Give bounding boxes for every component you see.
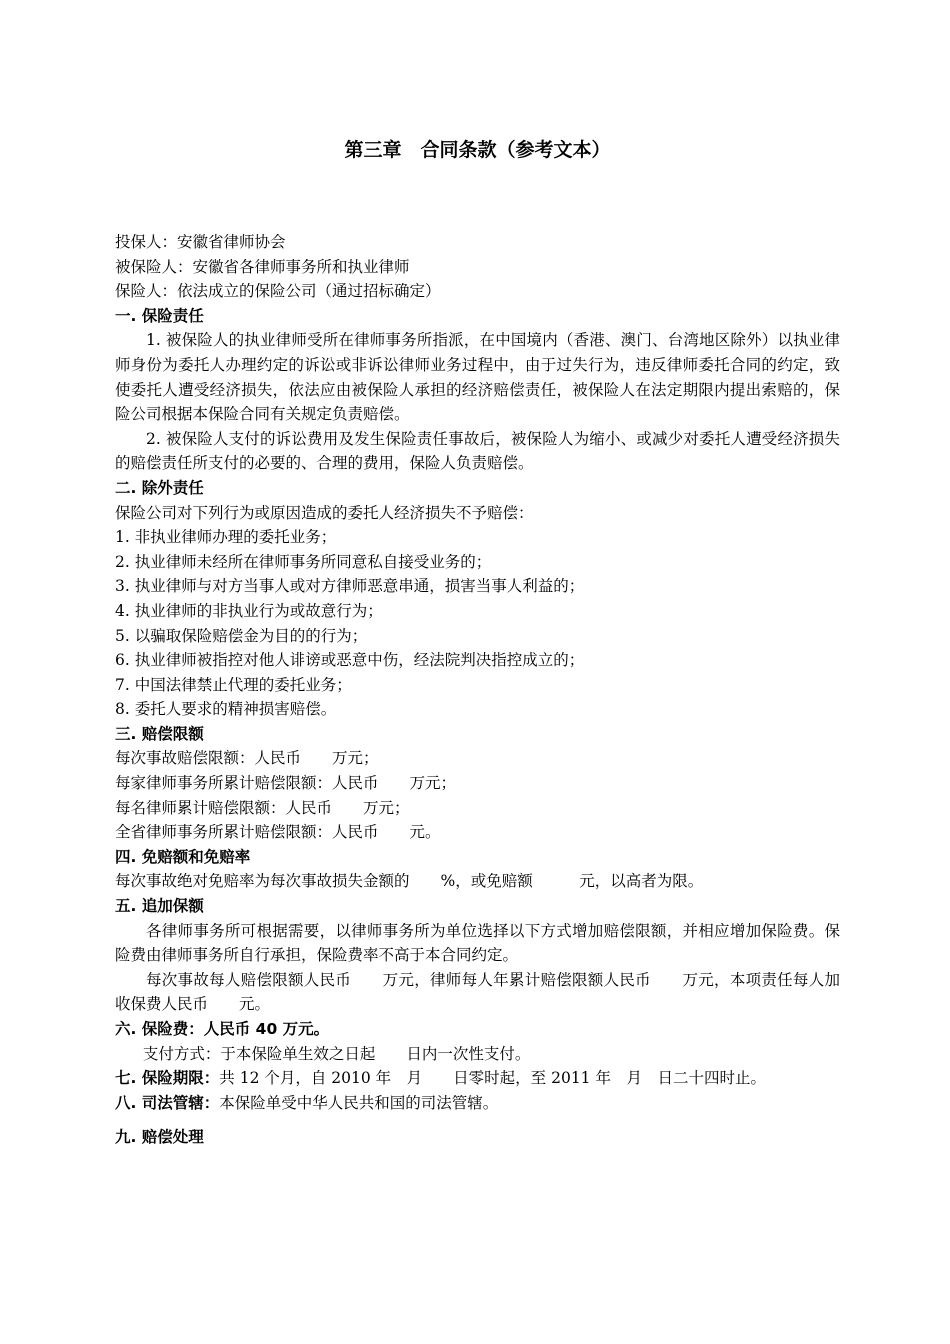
section-8-line xyxy=(115,1091,840,1116)
limit-item: 每家律师事务所累计赔偿限额：人民币 万元； xyxy=(115,774,457,793)
section-7-text: 共 12 个月，自 2010 年 月 日零时起，至 2011 年 月 日二十四时止。 xyxy=(219,1069,766,1088)
section-4-heading: 四. 免赔额和免赔率 xyxy=(115,847,251,866)
section-1-paragraph-2: 2. 被保险人支付的诉讼费用及发生保险责任事故后，被保险人为缩小、或减少对委托人遭受经济损失的赔偿责任所支付的必要的、合理的费用，保险人负责赔偿。 xyxy=(115,429,840,473)
limit-item: 每名律师累计赔偿限额：人民币 万元； xyxy=(115,798,410,817)
exclusion-item: 8. 委托人要求的精神损害赔偿。 xyxy=(115,700,337,719)
section-4-text: 每次事故绝对免赔率为每次事故损失金额的 %，或免赔额 元，以高者为限。 xyxy=(115,872,704,891)
document-title: 第三章 合同条款（参考文本） xyxy=(344,139,611,161)
exclusion-item: 2. 执业律师未经所在律师事务所同意私自接受业务的； xyxy=(115,552,492,571)
policyholder-line: 投保人：安徽省律师协会 xyxy=(115,233,286,251)
payment-method: 支付方式：于本保险单生效之日起 日内一次性支付。 xyxy=(142,1044,531,1063)
section-2-intro: 保险公司对下列行为或原因造成的委托人经济损失不予赔偿： xyxy=(115,503,534,522)
section-9-heading: 九. 赔偿处理 xyxy=(115,1128,204,1147)
section-3-heading: 三. 赔偿限额 xyxy=(115,724,204,743)
section-8-text: 本保险单受中华人民共和国的司法管辖。 xyxy=(219,1093,499,1112)
document-page xyxy=(115,136,840,1150)
section-1-heading: 一. 保险责任 xyxy=(115,306,204,325)
exclusion-item: 1. 非执业律师办理的委托业务； xyxy=(115,528,337,547)
limit-item: 全省律师事务所累计赔偿限额：人民币 元。 xyxy=(115,823,441,842)
section-8-heading: 八. 司法管辖： xyxy=(115,1093,220,1112)
section-1-paragraph-1: 1. 被保险人的执业律师受所在律师事务所指派，在中国境内（香港、澳门、台湾地区除外）以执业律师身份为委托人办理约定的诉讼或非诉讼律师业务过程中，由于过失行为，违反律师委托合同的约定，致使委托人遭受经济损失，依法应由被保险人承担的经济赔偿责任，被保险人在法定期限内提出索赔的，保险公司根据本保险合同有关规定负责赔偿。 xyxy=(115,331,840,424)
exclusion-item: 6. 执业律师被指控对他人诽谤或恶意中伤，经法院判决指控成立的； xyxy=(115,651,585,670)
insurer-line: 保险人：依法成立的保险公司（通过招标确定） xyxy=(115,282,441,301)
section-5-heading: 五. 追加保额 xyxy=(115,897,204,916)
exclusion-item: 3. 执业律师与对方当事人或对方律师恶意串通，损害当事人利益的； xyxy=(115,577,585,596)
section-5-paragraph-2: 每次事故每人赔偿限额人民币 万元，律师每人年累计赔偿限额人民币 万元，本项责任每人加收保费人民币 元。 xyxy=(115,970,840,1014)
section-7-heading: 七. 保险期限： xyxy=(115,1069,220,1088)
section-7-line xyxy=(115,1066,840,1091)
limit-item: 每次事故赔偿限额：人民币 万元； xyxy=(115,749,379,768)
exclusion-item: 4. 执业律师的非执业行为或故意行为； xyxy=(115,601,383,620)
insured-line: 被保险人：安徽省各律师事务所和执业律师 xyxy=(115,257,410,276)
exclusion-item: 7. 中国法律禁止代理的委托业务； xyxy=(115,675,352,694)
spacer xyxy=(115,1115,840,1125)
section-5-paragraph-1: 各律师事务所可根据需要，以律师事务所为单位选择以下方式增加赔偿限额，并相应增加保险费。保险费由律师事务所自行承担，保险费率不高于本合同约定。 xyxy=(115,921,840,965)
exclusion-item: 5. 以骗取保险赔偿金为目的的行为； xyxy=(115,626,368,645)
section-6-heading: 六. 保险费：人民币 40 万元。 xyxy=(115,1020,330,1038)
section-2-heading: 二. 除外责任 xyxy=(115,478,204,497)
